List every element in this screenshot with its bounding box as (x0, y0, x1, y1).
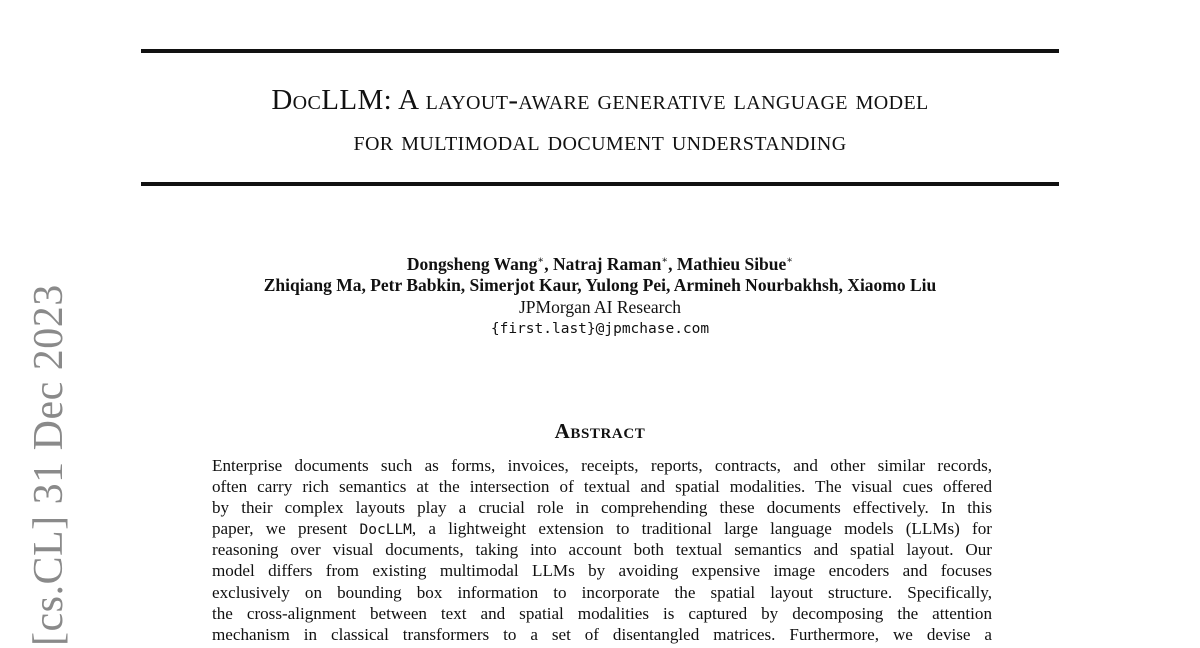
paper-title-line-2: for multimodal document understanding (353, 125, 847, 157)
title-bottom-rule (141, 182, 1059, 186)
title-name-smallcaps: oc (292, 84, 322, 116)
abstract-line: exclusively on bounding box information to incorporate the spatial layout structure. Specifically, (212, 582, 992, 602)
arxiv-stamp: [cs.CL] 31 Dec 2023 (26, 284, 72, 646)
title-line-1-rest: layout-aware generative language model (425, 84, 929, 116)
author-name: Dongsheng Wang (406, 254, 538, 274)
abstract-line: often carry rich semantics at the intersection of textual and spatial modalities. The visual cues offered (212, 477, 992, 497)
author-name: Mathieu Sibue (676, 254, 787, 274)
abstract-line: paper, we present DocLLM, a lightweight extension to traditional large language models (LLMs) for (212, 519, 992, 539)
title-top-rule (141, 49, 1059, 53)
title-name-initial: D (271, 84, 293, 116)
abstract-line: model differs from existing multimodal LLMs by avoiding expensive image encoders and focuses (212, 561, 992, 581)
abstract-line: reasoning over visual documents, taking into account both textual semantics and spatial layout. Our (212, 540, 992, 560)
abstract-line: the cross-alignment between text and spatial modalities is captured by decomposing the attention (212, 603, 992, 623)
author-name: Natraj Raman (552, 254, 662, 274)
abstract-body (212, 455, 992, 645)
title-name-tail: LLM: A (321, 84, 426, 116)
abstract-line: by their complex layouts play a crucial role in comprehending these documents effectively. In this (212, 498, 992, 518)
author-list-primary: Dongsheng Wang∗, Natraj Raman∗, Mathieu Sibue∗ (406, 254, 794, 274)
equal-contribution-mark: ∗ (661, 255, 669, 267)
paper-title-line-1 (141, 86, 1059, 115)
equal-contribution-mark: ∗ (537, 255, 545, 267)
abstract-line: mechanism in classical transformers to a set of disentangled matrices. Furthermore, we devise a (212, 624, 992, 644)
author-email: {first.last}@jpmchase.com (490, 321, 710, 337)
abstract-heading: Abstract (554, 419, 646, 443)
abstract-line: Enterprise documents such as forms, invoices, receipts, reports, contracts, and other similar records, (212, 456, 992, 475)
author-list-secondary: Zhiqiang Ma, Petr Babkin, Simerjot Kaur, Yulong Pei, Armineh Nourbakhsh, Xiaomo Liu (263, 275, 937, 295)
model-name-code: DocLLM (359, 522, 412, 539)
author-affiliation: JPMorgan AI Research (518, 297, 681, 317)
equal-contribution-mark: ∗ (786, 255, 794, 267)
